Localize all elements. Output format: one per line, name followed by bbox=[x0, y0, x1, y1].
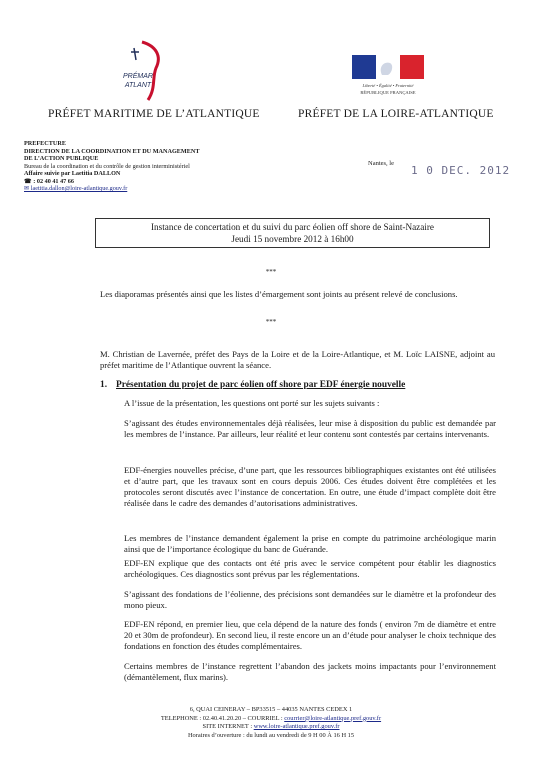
attendees-paragraph: M. Christian de Lavernée, préfet des Pays de la Loire et de la Loire-Atlantique, et M. Loïc LAISNE, adjoint au préfet maritime de l’Atlantique ouvrent la séance. bbox=[100, 349, 495, 370]
date-stamp: 1 0 DEC. 2012 bbox=[411, 164, 511, 177]
separator: *** bbox=[265, 268, 277, 276]
place-date: Nantes, le bbox=[368, 160, 394, 167]
body-paragraph: Certains membres de l’instance regrettent l’abandon des jackets moins impactants pour l’environnement (démantèlement, flux marins). bbox=[124, 661, 496, 682]
meeting-title-box bbox=[95, 218, 490, 248]
footer-phone-label: TELEPHONE : 02.40.41.20.20 – COURRIEL : bbox=[160, 714, 285, 722]
republic-name: RÉPUBLIQUE FRANÇAISE bbox=[360, 90, 416, 95]
sender-email-link[interactable]: ✉ laetitia.dallon@loire-atlantique.gouv.fr bbox=[24, 185, 128, 192]
body-paragraph: Les membres de l’instance demandent également la prise en compte du patrimoine archéologique marin ainsi que de l’importance écologique du banc de Guérande. bbox=[124, 533, 496, 554]
body-paragraph: EDF-énergies nouvelles précise, d’une part, que les ressources bibliographiques existantes ont été utilisées et d’autre part, que les travaux sont en cours depuis 2006. Ces études doivent être complétées et les protocoles seront discutés avec l’instance de concertation. En outre, une étude d’impact complète doit être réalisée dans le cadre des demandes d’autorisations administratives. bbox=[124, 465, 496, 508]
section-heading bbox=[100, 380, 500, 390]
body-paragraph: A l’issue de la présentation, les questions ont porté sur les sujets suivants : bbox=[124, 398, 380, 408]
sender-line: PREFECTURE bbox=[24, 140, 66, 147]
footer-website-label: SITE INTERNET : bbox=[202, 723, 254, 731]
sender-block bbox=[24, 140, 264, 193]
sender-line: DE L’ACTION PUBLIQUE bbox=[24, 155, 99, 162]
separator: *** bbox=[265, 318, 277, 326]
section-number: 1. bbox=[100, 380, 108, 390]
body-paragraph: EDF-EN répond, en premier lieu, que cela dépend de la nature des fonds ( environ 7m de diamètre et entre 20 et 30m de profondeur). En second lieu, il reste encore un an d’étude pour analyser le choix technique des fondations en fonction des études complémentaires. bbox=[124, 619, 496, 651]
prefet-maritime-title: PRÉFET MARITIME DE L’ATLANTIQUE bbox=[48, 108, 260, 120]
premar-logo-line2: ATLANT bbox=[124, 82, 152, 89]
footer-email-link[interactable]: courrier@loire-atlantique.pref.gouv.fr bbox=[284, 714, 382, 722]
prefet-loire-atlantique-title: PRÉFET DE LA LOIRE-ATLANTIQUE bbox=[298, 108, 494, 120]
body-paragraph: EDF-EN explique que des contacts ont été pris avec le service compétent pour établir les diagnostics archéologiques. Ces diagnostics sont prévus par les réglementations. bbox=[124, 558, 496, 579]
footer bbox=[0, 706, 542, 740]
premar-logo-line1: PRÉMAR bbox=[123, 73, 153, 80]
footer-contact bbox=[0, 715, 542, 724]
footer-address: 6, QUAI CEINERAY – BP33515 – 44035 NANTES CEDEX 1 bbox=[189, 706, 353, 713]
meeting-date: Jeudi 15 novembre 2012 à 16h00 bbox=[231, 234, 354, 244]
meeting-title: Instance de concertation et du suivi du parc éolien off shore de Saint-Nazaire bbox=[151, 222, 434, 232]
sender-line: DIRECTION DE LA COORDINATION ET DU MANAGEMENT bbox=[24, 147, 200, 155]
body-paragraph: S’agissant des études environnementales déjà réalisées, leur mise à disposition du public est demandée par les membres de l’instance. Par ailleurs, leur réalité et leur contenu sont contestés par certains intervenants. bbox=[124, 418, 496, 439]
footer-website-link[interactable]: www.loire-atlantique.pref.gouv.fr bbox=[253, 723, 340, 731]
section-title: Présentation du projet de parc éolien off shore par EDF énergie nouvelle bbox=[116, 380, 406, 390]
premar-atlant-logo bbox=[112, 38, 170, 106]
footer-hours: Horaires d’ouverture : du lundi au vendredi de 9 H 00 À 16 H 15 bbox=[187, 731, 355, 739]
body-paragraph: S’agissant des fondations de l’éolienne, des précisions sont demandées sur le diamètre et la profondeur des mono pieux. bbox=[124, 589, 496, 610]
republique-francaise-logo bbox=[352, 55, 424, 99]
sender-line: Affaire suivie par Laetitia DALLON bbox=[24, 170, 121, 177]
sender-line: Bureau de la coordination et du contrôle de gestion interministériel bbox=[24, 162, 190, 170]
footer-website bbox=[0, 723, 542, 732]
republic-motto: Liberté • Égalité • Fraternité bbox=[362, 83, 414, 88]
sender-phone: ☎ : 02 40 41 47 66 bbox=[24, 177, 74, 185]
intro-paragraph: Les diaporamas présentés ainsi que les listes d’émargement sont joints au présent relevé de conclusions. bbox=[100, 289, 458, 299]
